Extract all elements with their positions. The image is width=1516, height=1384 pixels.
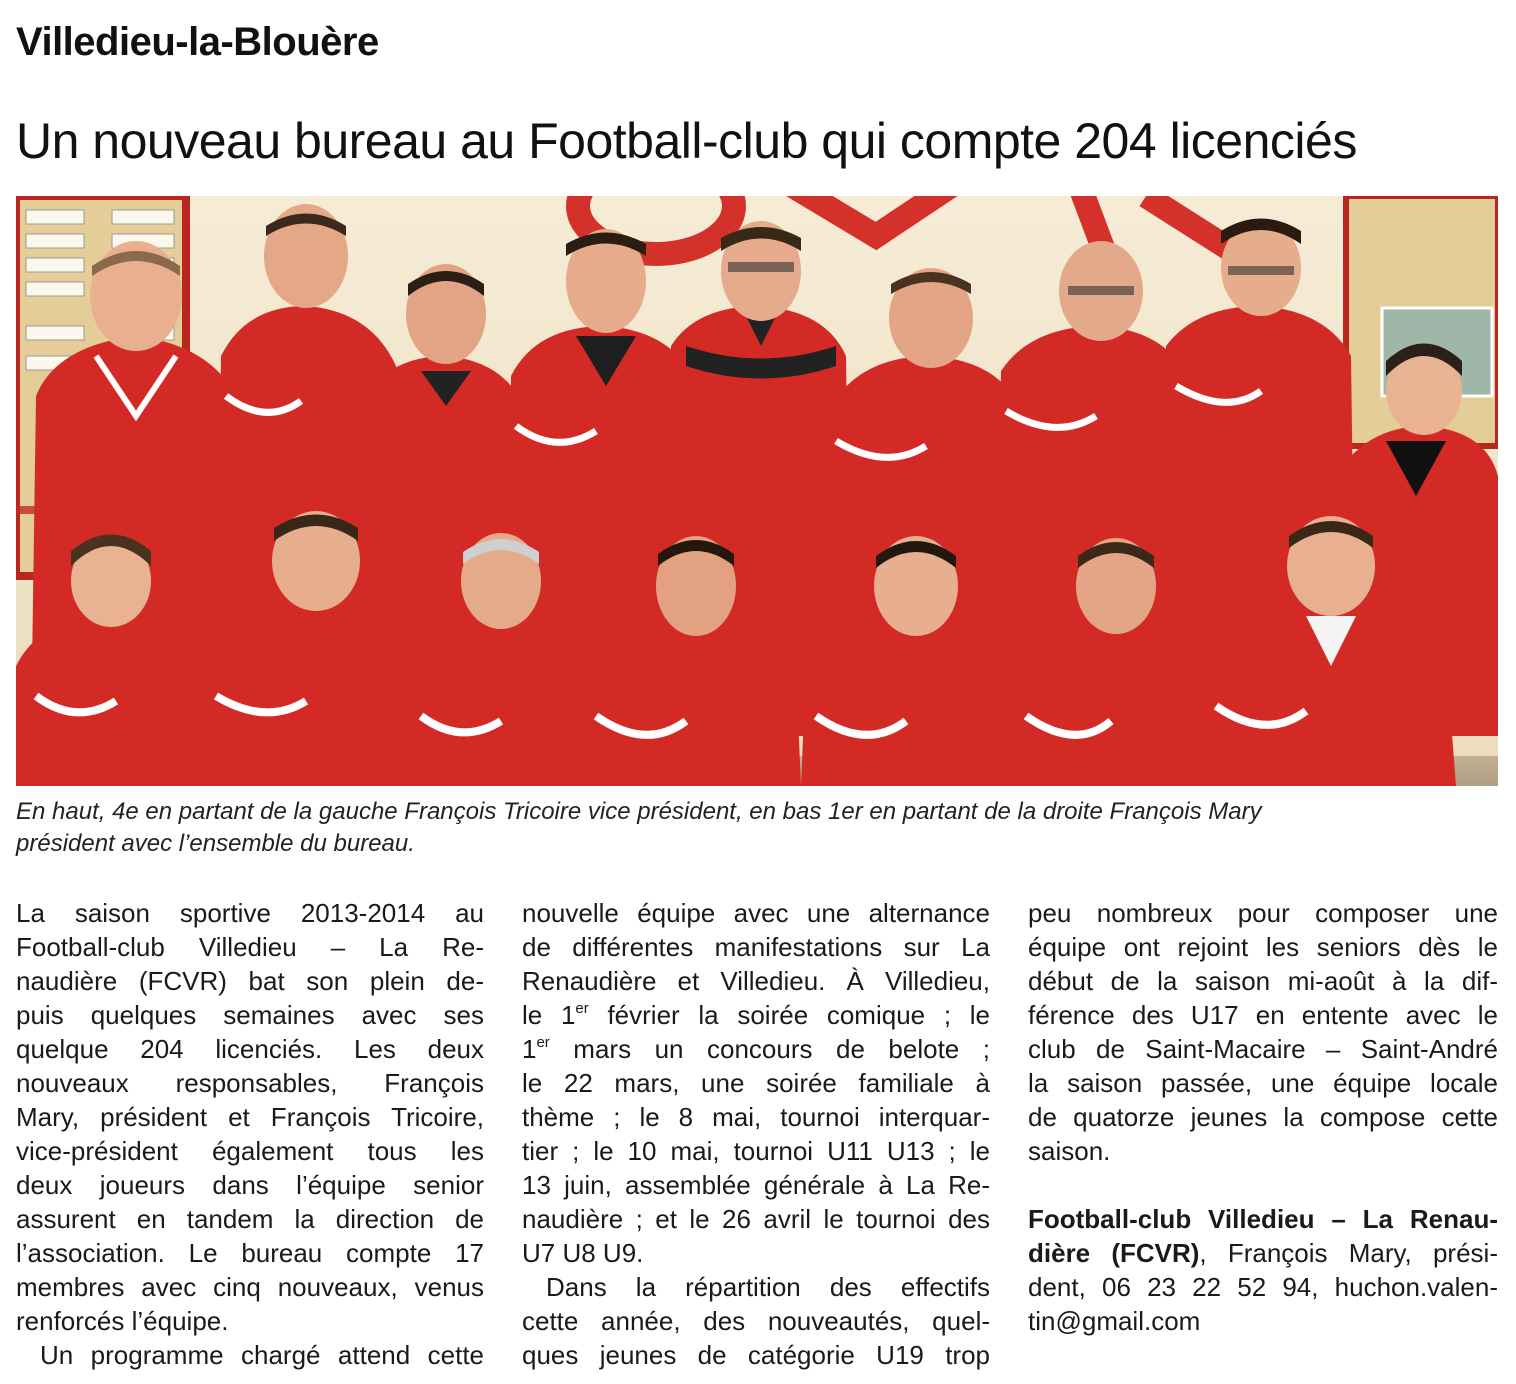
text-line: début de la saison mi-août à la dif- (1028, 966, 1498, 996)
text-line: puis quelques semaines avec ses (16, 1000, 484, 1030)
text-line: La saison sportive 2013-2014 au (16, 898, 484, 928)
text-line: 13 juin, assemblée générale à La Re- (522, 1170, 990, 1200)
text-line: la saison passée, une équipe locale (1028, 1068, 1498, 1098)
location-kicker: Villedieu-la-Blouère (16, 20, 379, 64)
text-line: ques jeunes de catégorie U19 trop (522, 1340, 990, 1370)
text-line: naudière ; et le 26 avril le tournoi des (522, 1204, 990, 1234)
text-line: Dans la répartition des effectifs (546, 1272, 990, 1302)
text-line: Football-club Villedieu – La Re- (16, 932, 484, 962)
text-line: naudière (FCVR) bat son plein de- (16, 966, 484, 996)
text-line: tier ; le 10 mai, tournoi U11 U13 ; le (522, 1136, 990, 1166)
text-line: deux joueurs dans l’équipe senior (16, 1170, 484, 1200)
text-line: saison. (1028, 1136, 1111, 1166)
text-line: thème ; le 8 mai, tournoi interquar- (522, 1102, 990, 1132)
text-line: peu nombreux pour composer une (1028, 898, 1498, 928)
text-line: 1er mars un concours de belote ; (522, 1034, 990, 1064)
caption-line-1: En haut, 4e en partant de la gauche François Tricoire vice président, en bas 1er en partant de la droite François Mary (16, 798, 1262, 825)
contact-email-line: tin@gmail.com (1028, 1306, 1201, 1336)
text-line: club de Saint-Macaire – Saint-André (1028, 1034, 1498, 1064)
text-line: de différentes manifestations sur La (522, 932, 990, 962)
text-line: vice-président également tous les (16, 1136, 484, 1166)
text-line: le 1er février la soirée comique ; le (522, 1000, 990, 1030)
text-line: équipe ont rejoint les seniors dès le (1028, 932, 1498, 962)
article-column-1 (16, 896, 484, 1372)
text-line: nouvelle équipe avec une alternance (522, 898, 990, 928)
article-column-3 (1028, 896, 1498, 1338)
text-line: Mary, président et François Tricoire, (16, 1102, 484, 1132)
text-line: l’association. Le bureau compte 17 (16, 1238, 484, 1268)
contact-phone-line: dent, 06 23 22 52 94, huchon.valen- (1028, 1272, 1498, 1302)
caption-line-2: président avec l’ensemble du bureau. (16, 830, 415, 857)
text-line: Renaudière et Villedieu. À Villedieu, (522, 966, 990, 996)
text-line: assurent en tandem la direction de (16, 1204, 484, 1234)
blank-line (1028, 1168, 1498, 1202)
text-line: nouveaux responsables, François (16, 1068, 484, 1098)
text-line: de quatorze jeunes la compose cette (1028, 1102, 1498, 1132)
team-photo (16, 196, 1498, 786)
text-line: membres avec cinq nouveaux, venus (16, 1272, 484, 1302)
photo-caption (16, 796, 1498, 860)
text-line: Un programme chargé attend cette (40, 1340, 484, 1370)
text-line: U7 U8 U9. (522, 1238, 644, 1268)
text-line: cette année, des nouveautés, quel- (522, 1306, 990, 1336)
text-line: quelque 204 licenciés. Les deux (16, 1034, 484, 1064)
article-column-2 (522, 896, 990, 1372)
text-line: renforcés l’équipe. (16, 1306, 229, 1336)
text-line: férence des U17 en entente avec le (1028, 1000, 1498, 1030)
contact-club-name: Football-club Villedieu – La Renau- (1028, 1204, 1498, 1234)
article-headline: Un nouveau bureau au Football-club qui compte 204 licenciés (16, 113, 1357, 169)
contact-line: dière (FCVR), François Mary, prési- (1028, 1238, 1498, 1268)
text-line: le 22 mars, une soirée familiale à (522, 1068, 990, 1098)
